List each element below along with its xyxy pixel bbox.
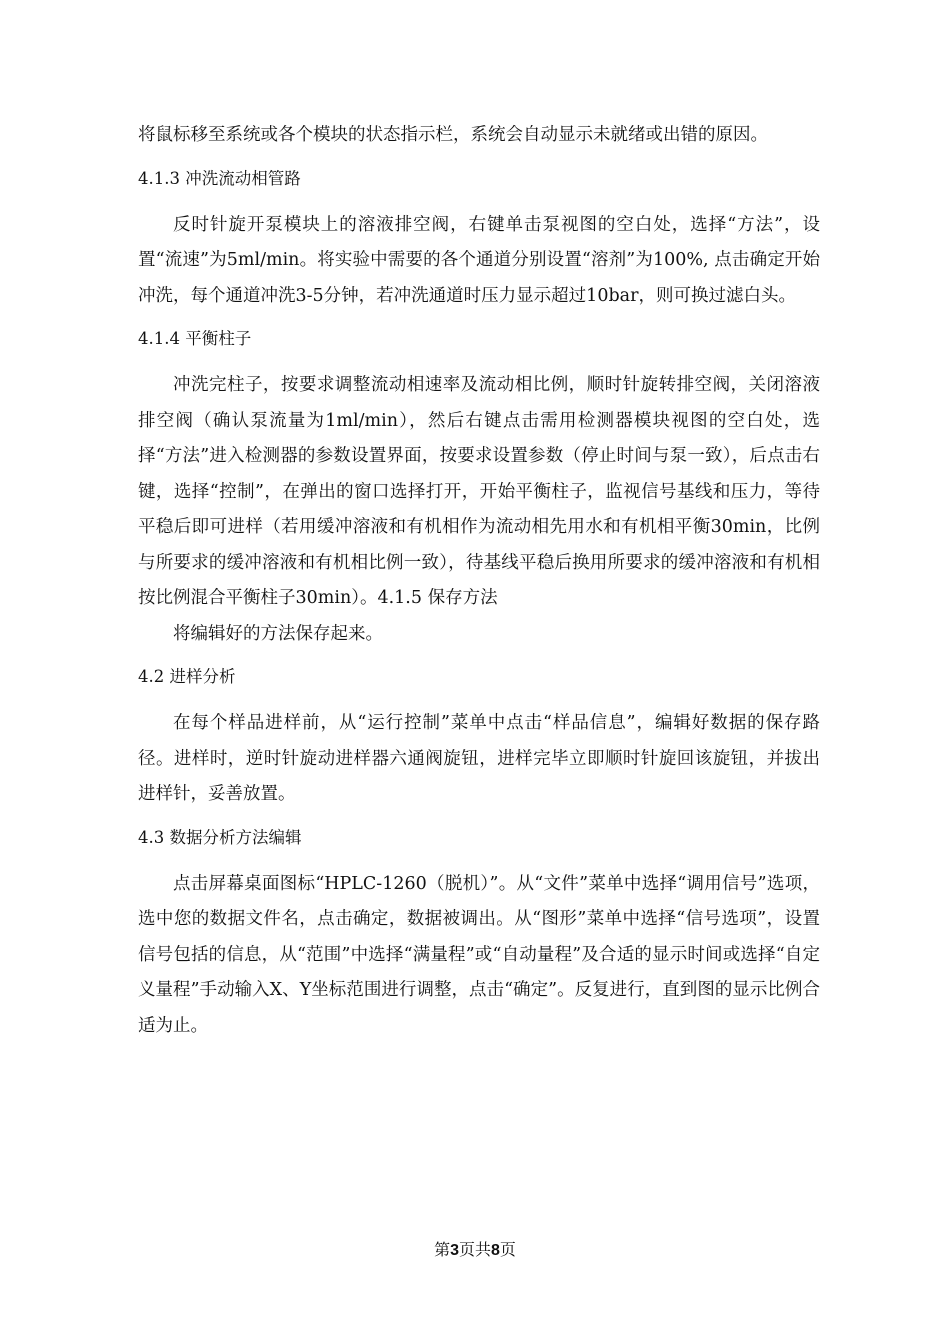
section-heading-4-1-3: 4.1.3 冲洗流动相管路 — [138, 168, 301, 188]
paragraph-injection-analysis: 在每个样品进样前，从“运行控制”菜单中点击“样品信息”，编辑好数据的保存路径。进样时，逆时针旋动进样器六通阀旋钮，进样完毕立即顺时针旋回该旋钮，并拔出进样针，妥善放置。 — [138, 713, 820, 804]
paragraph-flush-mobile-phase: 反时针旋开泵模块上的溶液排空阀，右键单击泵视图的空白处，选择“方法”，设置“流速”为5ml/min。将实验中需要的各个通道分别设置“溶剂”为100%, 点击确定开始冲洗，每个通道冲洗3-5分钟，若冲洗通道时压力显示超过10bar，则可换过滤白头。 — [138, 214, 820, 306]
paragraph-equilibrate-column: 冲洗完柱子，按要求调整流动相速率及流动相比例，顺时针旋转排空阀，关闭溶液排空阀（确认泵流量为1ml/min），然后右键点击需用检测器模块视图的空白处，选择“方法”进入检测器的参数设置界面，按要求设置参数（停止时间与泵一致），后点击右键，选择“控制”，在弹出的窗口选择打开，开始平衡柱子，监视信号基线和压力，等待平稳后即可进样（若用缓冲溶液和有机相作为流动相先用水和有机相平衡30min，比例与所要求的缓冲溶液和有机相比例一致），待基线平稳后换用所要求的缓冲溶液和有机相按比例混合平衡柱子30min）。4.1.5 保存方法 — [138, 375, 820, 608]
section-heading-4-3: 4.3 数据分析方法编辑 — [138, 827, 302, 847]
document-body — [138, 118, 820, 1044]
page-footer — [0, 1238, 950, 1263]
paragraph-save-method: 将编辑好的方法保存起来。 — [173, 623, 383, 644]
footer-suffix: 页 — [499, 1240, 516, 1259]
paragraph-data-analysis-editing: 点击屏幕桌面图标“HPLC-1260（脱机）”。从“文件”菜单中选择“调用信号”选项，选中您的数据文件名，点击确定，数据被调出。从“图形”菜单中选择“信号选项”，设置信号包括的信息，从“范围”中选择“满量程”或“自动量程”及合适的显示时间或选择“自定义量程”手动输入X、Y坐标范围进行调整，点击“确定”。反复进行，直到图的显示比例合适为止。 — [138, 873, 820, 1036]
footer-current-page: 3 — [450, 1242, 459, 1259]
section-heading-4-2: 4.2 进样分析 — [138, 667, 236, 686]
footer-middle: 页共 — [458, 1240, 491, 1259]
footer-prefix: 第 — [434, 1240, 451, 1259]
section-heading-4-1-4: 4.1.4 平衡柱子 — [138, 329, 252, 348]
intro-line: 将鼠标移至系统或各个模块的状态指示栏，系统会自动显示未就绪或出错的原因。 — [138, 125, 768, 145]
footer-total-pages: 8 — [491, 1242, 500, 1259]
